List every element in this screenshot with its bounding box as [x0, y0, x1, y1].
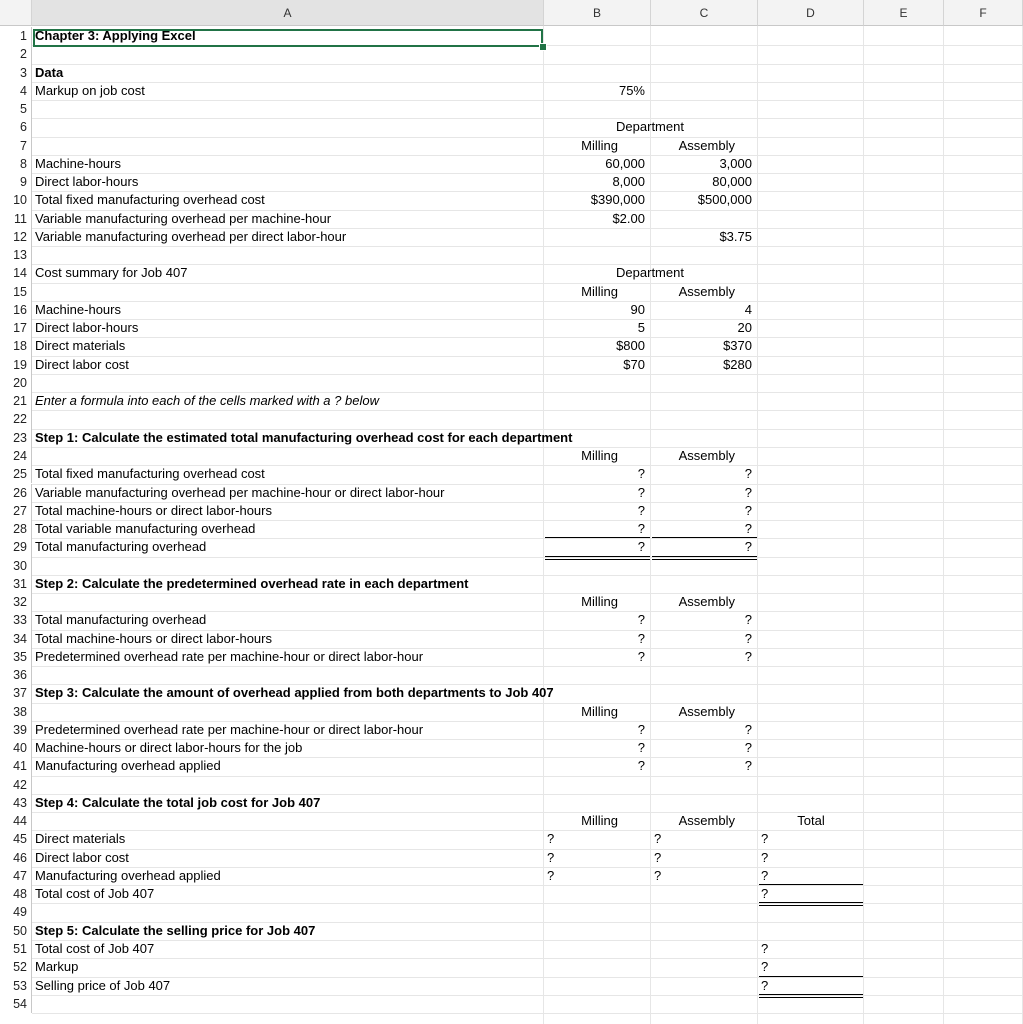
assembly-value[interactable]: $3.75	[719, 228, 752, 244]
instruction-text[interactable]: Enter a formula into each of the cells marked with a ? below	[35, 393, 379, 409]
job-milling-value[interactable]: 90	[630, 301, 645, 317]
job-row-label[interactable]: Direct labor-hours	[35, 320, 139, 336]
row-label[interactable]: Predetermined overhead rate per machine-hour or direct labor-hour	[35, 648, 424, 664]
row-gridline	[32, 995, 1023, 996]
row-header-53[interactable]: 53	[0, 977, 32, 995]
row-header-14[interactable]: 14	[0, 264, 32, 282]
row-gridline	[32, 137, 1023, 138]
row-header-3[interactable]: 3	[0, 64, 32, 82]
row-header-21[interactable]: 21	[0, 392, 32, 410]
step4-title[interactable]: Step 4: Calculate the total job cost for Job 407	[35, 794, 321, 810]
row-header-39[interactable]: 39	[0, 721, 32, 739]
row-header-46[interactable]: 46	[0, 849, 32, 867]
formula-cell-assembly[interactable]: ?	[744, 539, 752, 555]
column-gridline	[650, 26, 651, 1024]
underline	[759, 994, 863, 995]
row-label[interactable]: Total manufacturing overhead	[35, 612, 207, 628]
row-gridline	[32, 1013, 1023, 1014]
row-header-5[interactable]: 5	[0, 100, 32, 118]
formula-cell-milling[interactable]: ?	[637, 721, 645, 737]
row-header-19[interactable]: 19	[0, 356, 32, 374]
formula-cell-milling[interactable]: ?	[637, 539, 645, 555]
row-header-36[interactable]: 36	[0, 666, 32, 684]
formula-cell-milling[interactable]: ?	[547, 831, 555, 847]
data-row-label[interactable]: Variable manufacturing overhead per direct labor-hour	[35, 228, 347, 244]
row-header-29[interactable]: 29	[0, 538, 32, 556]
assembly-value[interactable]: 80,000	[712, 174, 752, 190]
formula-cell-total[interactable]: ?	[761, 959, 769, 975]
row-gridline	[32, 118, 1023, 119]
formula-cell-assembly[interactable]: ?	[654, 831, 662, 847]
assembly-header[interactable]: Assembly	[678, 447, 735, 463]
job-row-label[interactable]: Direct materials	[35, 338, 126, 354]
row-header-25[interactable]: 25	[0, 465, 32, 483]
formula-cell-milling[interactable]: ?	[637, 648, 645, 664]
formula-cell-milling[interactable]: ?	[637, 612, 645, 628]
formula-cell-assembly[interactable]: ?	[744, 740, 752, 756]
job-row-label[interactable]: Direct labor cost	[35, 356, 129, 372]
underline	[759, 976, 863, 977]
row-label[interactable]: Total manufacturing overhead	[35, 539, 207, 555]
row-label[interactable]: Selling price of Job 407	[35, 977, 171, 993]
underline	[652, 537, 757, 538]
column-header-e[interactable]: E	[864, 0, 944, 26]
row-header-45[interactable]: 45	[0, 830, 32, 848]
markup-label[interactable]: Markup on job cost	[35, 82, 145, 98]
step3-title[interactable]: Step 3: Calculate the amount of overhead applied from both departments to Job 407	[35, 685, 554, 701]
row-header-30[interactable]: 30	[0, 557, 32, 575]
row-gridline	[32, 812, 1023, 813]
row-header-31[interactable]: 31	[0, 575, 32, 593]
job-milling-value[interactable]: $800	[616, 338, 645, 354]
job-assembly-value[interactable]: $280	[723, 356, 752, 372]
row-header-40[interactable]: 40	[0, 739, 32, 757]
milling-value[interactable]: 60,000	[605, 155, 645, 171]
row-label[interactable]: Direct labor cost	[35, 849, 129, 865]
column-header-b[interactable]: B	[544, 0, 651, 26]
row-label[interactable]: Total cost of Job 407	[35, 941, 155, 956]
step5-title[interactable]: Step 5: Calculate the selling price for Job 407	[35, 922, 316, 938]
row-header-27[interactable]: 27	[0, 502, 32, 520]
job-row-label[interactable]: Machine-hours	[35, 301, 121, 317]
department-header[interactable]: Department	[616, 119, 684, 135]
row-gridline	[32, 100, 1023, 101]
row-header-42[interactable]: 42	[0, 776, 32, 794]
milling-header[interactable]: Milling	[581, 594, 618, 610]
row-gridline	[32, 246, 1023, 247]
formula-cell-milling[interactable]: ?	[637, 758, 645, 774]
row-header-13[interactable]: 13	[0, 246, 32, 264]
department-header[interactable]: Department	[616, 265, 684, 281]
row-gridline	[32, 703, 1023, 704]
job-milling-value[interactable]: $70	[623, 356, 645, 372]
job-milling-value[interactable]: 5	[637, 320, 645, 336]
formula-cell-milling[interactable]: ?	[637, 630, 645, 646]
formula-cell-milling[interactable]: ?	[637, 521, 645, 537]
assembly-header[interactable]: Assembly	[678, 137, 735, 153]
formula-cell-assembly[interactable]: ?	[654, 867, 662, 883]
formula-cell-assembly[interactable]: ?	[744, 630, 752, 646]
underline	[652, 556, 757, 557]
row-label[interactable]: Total machine-hours or direct labor-hours	[35, 502, 272, 518]
column-gridline	[543, 26, 544, 1024]
double-underline	[759, 997, 863, 998]
row-gridline	[32, 593, 1023, 594]
row-gridline	[32, 666, 1023, 667]
row-header-16[interactable]: 16	[0, 301, 32, 319]
active-cell-selection	[33, 29, 543, 47]
formula-cell-total[interactable]: ?	[761, 831, 769, 847]
row-label[interactable]: Total variable manufacturing overhead	[35, 521, 256, 537]
milling-value[interactable]: $2.00	[612, 210, 645, 226]
row-gridline	[32, 283, 1023, 284]
row-label[interactable]: Manufacturing overhead applied	[35, 867, 221, 883]
column-gridline	[943, 26, 944, 1024]
assembly-header[interactable]: Assembly	[678, 813, 735, 829]
formula-cell-total[interactable]: ?	[761, 977, 769, 993]
total-header[interactable]: Total	[797, 813, 825, 829]
milling-header[interactable]: Milling	[581, 703, 618, 719]
row-header-28[interactable]: 28	[0, 520, 32, 538]
column-gridline	[757, 26, 758, 1024]
data-row-label[interactable]: Direct labor-hours	[35, 174, 139, 190]
row-header-15[interactable]: 15	[0, 283, 32, 301]
row-header-23[interactable]: 23	[0, 429, 32, 447]
row-gridline	[32, 903, 1023, 904]
column-gridline	[863, 26, 864, 1024]
formula-cell-milling[interactable]: ?	[637, 740, 645, 756]
row-gridline	[32, 557, 1023, 558]
row-header-8[interactable]: 8	[0, 155, 32, 173]
row-header-44[interactable]: 44	[0, 812, 32, 830]
row-header-2[interactable]: 2	[0, 45, 32, 63]
row-header-11[interactable]: 11	[0, 210, 32, 228]
row-header-18[interactable]: 18	[0, 337, 32, 355]
row-header-32[interactable]: 32	[0, 593, 32, 611]
sheet-title[interactable]: Chapter 3: Applying Excel	[35, 28, 196, 43]
row-header-17[interactable]: 17	[0, 319, 32, 337]
double-underline	[652, 559, 757, 560]
column-header-a[interactable]: A	[32, 0, 544, 26]
row-header-51[interactable]: 51	[0, 940, 32, 958]
row-gridline	[32, 374, 1023, 375]
data-row-label[interactable]: Variable manufacturing overhead per machine-hour	[35, 210, 332, 226]
row-label[interactable]: Variable manufacturing overhead per machine-hour or direct labor-hour	[35, 484, 445, 500]
formula-cell-assembly[interactable]: ?	[744, 502, 752, 518]
formula-cell-assembly[interactable]: ?	[744, 648, 752, 664]
row-header-38[interactable]: 38	[0, 703, 32, 721]
row-label[interactable]: Machine-hours or direct labor-hours for the job	[35, 740, 303, 756]
fill-handle[interactable]	[539, 43, 547, 51]
row-header-20[interactable]: 20	[0, 374, 32, 392]
milling-value[interactable]: 8,000	[612, 174, 645, 190]
row-label[interactable]: Markup	[35, 959, 79, 975]
formula-cell-assembly[interactable]: ?	[744, 466, 752, 482]
formula-cell-total[interactable]: ?	[761, 867, 769, 883]
job-assembly-value[interactable]: $370	[723, 338, 752, 354]
row-header-43[interactable]: 43	[0, 794, 32, 812]
row-header-22[interactable]: 22	[0, 410, 32, 428]
row-header-41[interactable]: 41	[0, 757, 32, 775]
row-label[interactable]: Direct materials	[35, 831, 126, 847]
assembly-value[interactable]: $500,000	[697, 192, 752, 208]
row-header-7[interactable]: 7	[0, 137, 32, 155]
row-header-49[interactable]: 49	[0, 903, 32, 921]
row-gridline	[32, 410, 1023, 411]
double-underline	[759, 905, 863, 906]
row-header-26[interactable]: 26	[0, 484, 32, 502]
row-header-34[interactable]: 34	[0, 630, 32, 648]
underline	[545, 556, 650, 557]
row-header-33[interactable]: 33	[0, 611, 32, 629]
formula-cell-milling[interactable]: ?	[637, 466, 645, 482]
row-header-1[interactable]: 1	[0, 27, 32, 45]
double-underline	[545, 559, 650, 560]
row-gridline	[32, 776, 1023, 777]
job-assembly-value[interactable]: 4	[744, 301, 752, 317]
row-label[interactable]: Total cost of Job 407	[35, 886, 155, 902]
data-row-label[interactable]: Machine-hours	[35, 155, 121, 171]
data-row-label[interactable]: Total fixed manufacturing overhead cost	[35, 192, 265, 208]
row-header-9[interactable]: 9	[0, 173, 32, 191]
underline	[759, 884, 863, 885]
row-header-48[interactable]: 48	[0, 885, 32, 903]
row-label[interactable]: Predetermined overhead rate per machine-hour or direct labor-hour	[35, 721, 424, 737]
milling-header[interactable]: Milling	[581, 283, 618, 299]
underline	[545, 537, 650, 538]
row-header-47[interactable]: 47	[0, 867, 32, 885]
row-header-6[interactable]: 6	[0, 118, 32, 136]
milling-header[interactable]: Milling	[581, 813, 618, 829]
formula-cell-assembly[interactable]: ?	[744, 521, 752, 537]
underline	[759, 902, 863, 903]
row-header-4[interactable]: 4	[0, 82, 32, 100]
step2-title[interactable]: Step 2: Calculate the predetermined overhead rate in each department	[35, 575, 469, 591]
row-header-24[interactable]: 24	[0, 447, 32, 465]
milling-header[interactable]: Milling	[581, 137, 618, 153]
row-label[interactable]: Total machine-hours or direct labor-hours	[35, 630, 272, 646]
formula-cell-assembly[interactable]: ?	[744, 758, 752, 774]
assembly-header[interactable]: Assembly	[678, 283, 735, 299]
step1-title[interactable]: Step 1: Calculate the estimated total manufacturing overhead cost for each department	[35, 429, 573, 445]
formula-cell-total[interactable]: ?	[761, 941, 769, 956]
markup-value[interactable]: 75%	[618, 82, 645, 98]
data-heading[interactable]: Data	[35, 64, 64, 80]
row-gridline	[32, 447, 1023, 448]
assembly-header[interactable]: Assembly	[678, 594, 735, 610]
milling-header[interactable]: Milling	[581, 447, 618, 463]
assembly-header[interactable]: Assembly	[678, 703, 735, 719]
job-assembly-value[interactable]: 20	[737, 320, 752, 336]
formula-cell-assembly[interactable]: ?	[744, 484, 752, 500]
row-label[interactable]: Total fixed manufacturing overhead cost	[35, 466, 265, 482]
row-header-12[interactable]: 12	[0, 228, 32, 246]
row-header-10[interactable]: 10	[0, 191, 32, 209]
formula-cell-total[interactable]: ?	[761, 849, 769, 865]
row-header-50[interactable]: 50	[0, 922, 32, 940]
row-header-37[interactable]: 37	[0, 684, 32, 702]
cost-summary-label[interactable]: Cost summary for Job 407	[35, 265, 188, 281]
formula-cell-assembly[interactable]: ?	[654, 849, 662, 865]
row-header-54[interactable]: 54	[0, 995, 32, 1013]
select-all-corner[interactable]	[0, 0, 32, 26]
formula-cell-assembly[interactable]: ?	[744, 721, 752, 737]
formula-cell-assembly[interactable]: ?	[744, 612, 752, 628]
column-header-d[interactable]: D	[758, 0, 864, 26]
formula-cell-milling[interactable]: ?	[547, 867, 555, 883]
formula-cell-milling[interactable]: ?	[637, 502, 645, 518]
row-header-35[interactable]: 35	[0, 648, 32, 666]
row-header-52[interactable]: 52	[0, 958, 32, 976]
row-label[interactable]: Manufacturing overhead applied	[35, 758, 221, 774]
formula-cell-milling[interactable]: ?	[637, 484, 645, 500]
milling-value[interactable]: $390,000	[590, 192, 645, 208]
column-header-f[interactable]: F	[944, 0, 1023, 26]
formula-cell-total[interactable]: ?	[761, 886, 769, 902]
assembly-value[interactable]: 3,000	[719, 155, 752, 171]
column-header-c[interactable]: C	[651, 0, 758, 26]
formula-cell-milling[interactable]: ?	[547, 849, 555, 865]
